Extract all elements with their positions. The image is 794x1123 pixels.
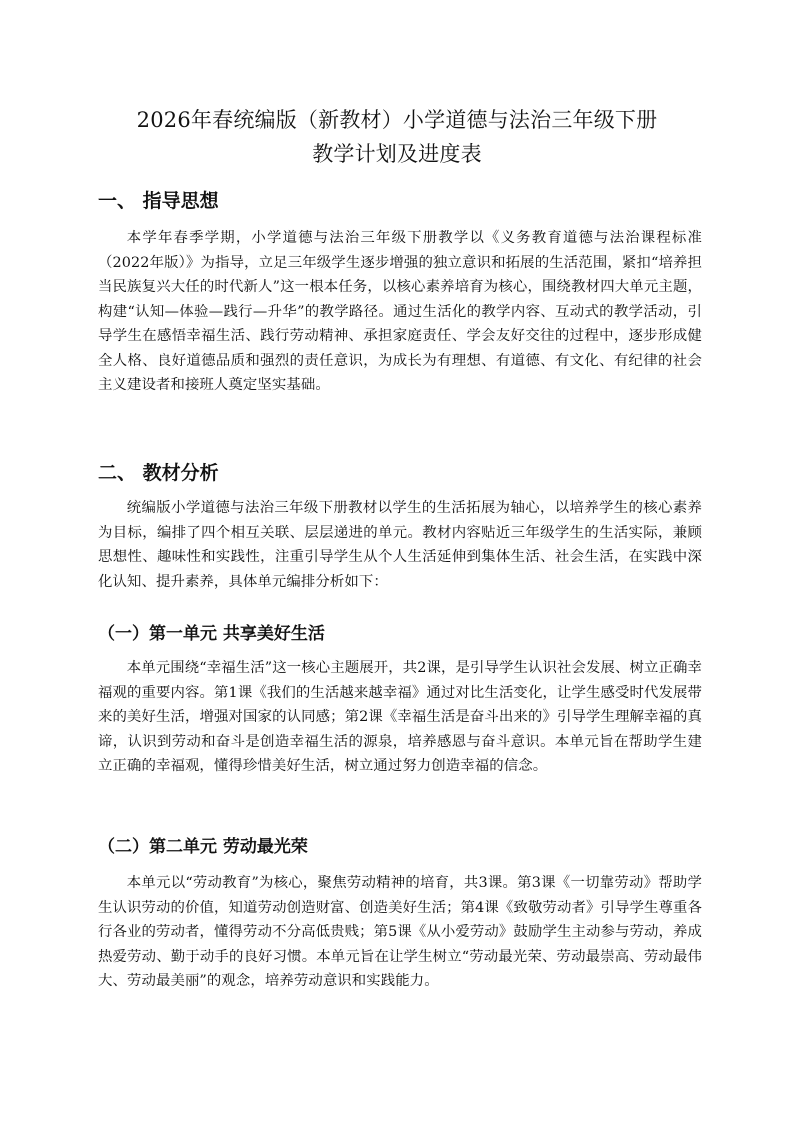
section-paragraph-guiding-ideology: 本学年春季学期，小学道德与法治三年级下册教学以《义务教育道德与法治课程标准（2022年版）》为指导，立足三年级学生逐步增强的独立意识和拓展的生活范围，紧扣“培养担当民族复兴大任的时代新人”这一根本任务，以核心素养培育为核心，围绕教材四大单元主题，构建“认知—体验—践行—升华”的教学路径。通过生活化的教学内容、互动式的教学活动，引导学生在感悟幸福生活、践行劳动精神、承担家庭责任、学会友好交往的过程中，逐步形成健全人格、良好道德品质和强烈的责任意识，为成长为有理想、有道德、有文化、有纪律的社会主义建设者和接班人奠定坚实基础。 xyxy=(98,230,702,393)
document-title-line-2: 教学计划及进度表 xyxy=(312,142,482,166)
section-paragraph-textbook-analysis: 统编版小学道德与法治三年级下册教材以学生的生活拓展为轴心，以培养学生的核心素养为目标，编排了四个相互关联、层层递进的单元。教材内容贴近三年级学生的生活实际，兼顾思想性、趣味性和实践性，注重引导学生从个人生活延伸到集体生活、社会生活，在实践中深化认知、提升素养，具体单元编排分析如下： xyxy=(98,500,702,590)
unit-heading-2: （二）第二单元 劳动最光荣 xyxy=(98,837,308,857)
section-heading-guiding-ideology: 一、 指导思想 xyxy=(98,190,219,212)
unit-heading-1: （一）第一单元 共享美好生活 xyxy=(98,624,325,644)
unit-paragraph-1: 本单元围绕“幸福生活”这一核心主题展开，共2课，是引导学生认识社会发展、树立正确幸福观的重要内容。第1课《我们的生活越来越幸福》通过对比生活变化，让学生感受时代发展带来的美好生活，增强对国家的认同感；第2课《幸福生活是奋斗出来的》引导学生理解幸福的真谛，认识到劳动和奋斗是创造幸福生活的源泉，培养感恩与奋斗意识。本单元旨在帮助学生建立正确的幸福观，懂得珍惜美好生活，树立通过努力创造幸福的信念。 xyxy=(98,660,702,774)
document-title-line-1: 2026年春统编版（新教材）小学道德与法治三年级下册 xyxy=(136,108,658,132)
section-heading-textbook-analysis: 二、 教材分析 xyxy=(98,462,219,484)
unit-paragraph-2: 本单元以“劳动教育”为核心，聚焦劳动精神的培育，共3课。第3课《一切靠劳动》帮助学生认识劳动的价值，知道劳动创造财富、创造美好生活；第4课《致敬劳动者》引导学生尊重各行各业的劳动者，懂得劳动不分高低贵贱；第5课《从小爱劳动》鼓励学生主动参与劳动，养成热爱劳动、勤于动手的良好习惯。本单元旨在让学生树立“劳动最光荣、劳动最崇高、劳动最伟大、劳动最美丽”的观念，培养劳动意识和实践能力。 xyxy=(98,875,702,989)
